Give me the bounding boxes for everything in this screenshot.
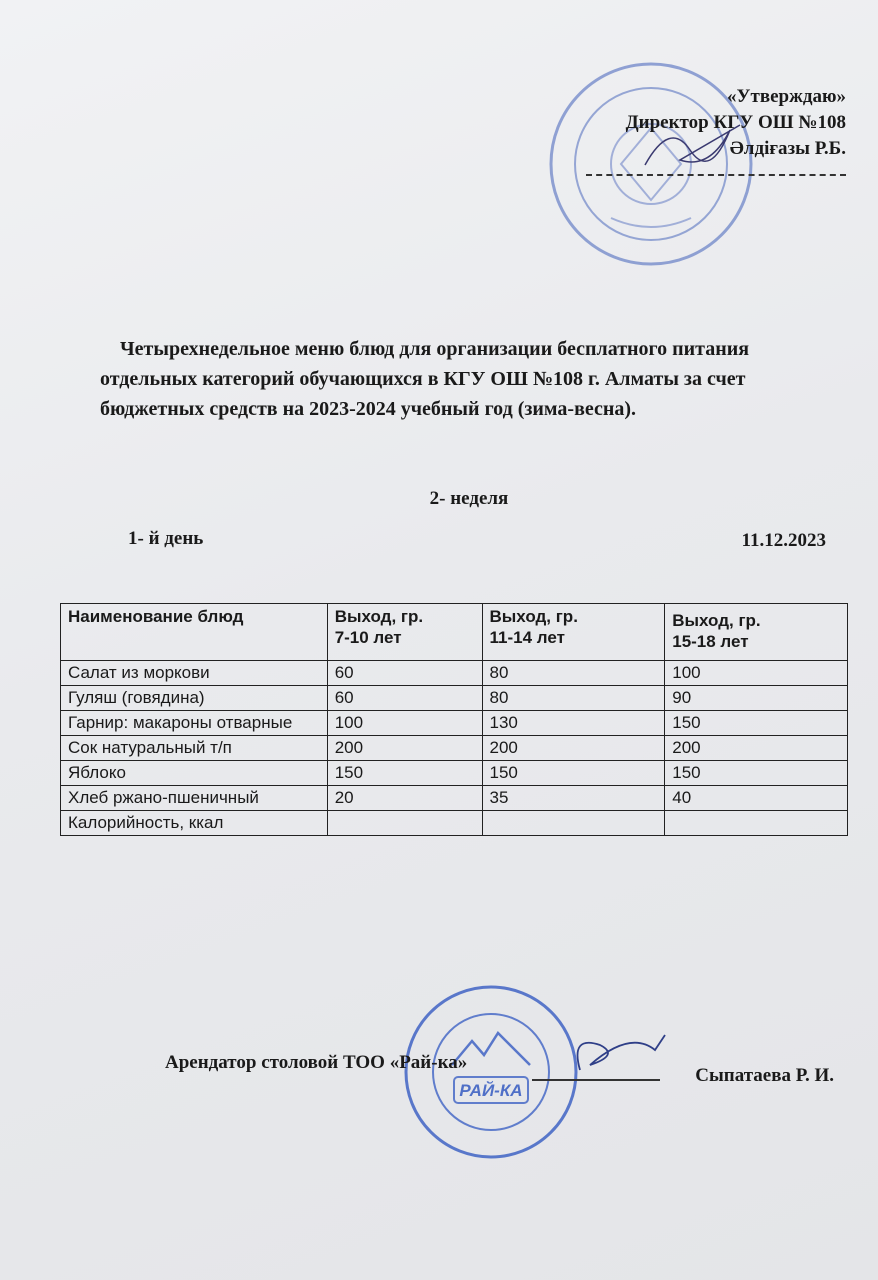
- table-row: [61, 761, 848, 786]
- header-age-7-10: [327, 604, 482, 661]
- portion-11-14: [482, 811, 665, 836]
- table-row: [61, 811, 848, 836]
- header-age: 7-10 лет: [334, 628, 402, 647]
- week-label: 2- неделя: [429, 488, 509, 509]
- title-line-3: бюджетных средств на 2023-2024 учебный год (зима-весна).: [100, 398, 637, 420]
- table-row: [61, 686, 848, 711]
- tenant-label: Арендатор столовой ТОО «Рай-ка»: [165, 1052, 468, 1073]
- portion-11-14: 80: [482, 686, 665, 711]
- portion-7-10: 150: [327, 761, 482, 786]
- dish-name: Гарнир: макароны отварные: [61, 711, 328, 736]
- portion-11-14: 130: [482, 711, 665, 736]
- header-age-15-18: [665, 604, 848, 661]
- portion-15-18: 150: [665, 711, 848, 736]
- table-row: [61, 711, 848, 736]
- header-label: Выход, гр.: [672, 611, 761, 630]
- approval-director-name: Әлдіғазы Р.Б.: [729, 138, 846, 159]
- portion-15-18: 100: [665, 661, 848, 686]
- title-line-2: отдельных категорий обучающихся в КГУ ОШ №108 г. Алматы за счет: [100, 368, 746, 390]
- dish-name: Салат из моркови: [61, 661, 328, 686]
- header-age: 15-18 лет: [672, 632, 749, 651]
- portion-11-14: 150: [482, 761, 665, 786]
- header-label: Выход, гр.: [489, 607, 578, 626]
- portion-7-10: 60: [327, 661, 482, 686]
- portion-15-18: 40: [665, 786, 848, 811]
- dish-name: Гуляш (говядина): [61, 686, 328, 711]
- approval-signature-line: [586, 162, 846, 176]
- header-age-11-14: [482, 604, 665, 661]
- tenant-signature: [560, 1025, 670, 1085]
- table-row: [61, 786, 848, 811]
- dish-name: Хлеб ржано-пшеничный: [61, 786, 328, 811]
- table-row: [61, 736, 848, 761]
- menu-date: 11.12.2023: [741, 530, 826, 551]
- portion-15-18: 90: [665, 686, 848, 711]
- day-label: 1- й день: [128, 528, 204, 549]
- portion-15-18: 150: [665, 761, 848, 786]
- header-dish-label: Наименование блюд: [68, 607, 244, 626]
- portion-11-14: 80: [482, 661, 665, 686]
- header-age: 11-14 лет: [489, 628, 565, 647]
- header-dish-name: [61, 604, 328, 661]
- portion-15-18: [665, 811, 848, 836]
- title-line-1: Четырехнедельное меню блюд для организации бесплатного питания: [120, 338, 750, 360]
- table-header-row: [61, 604, 848, 661]
- portion-7-10: 20: [327, 786, 482, 811]
- dish-name: Сок натуральный т/п: [61, 736, 328, 761]
- approval-block: [586, 84, 846, 176]
- dish-name: Калорийность, ккал: [61, 811, 328, 836]
- portion-11-14: 35: [482, 786, 665, 811]
- portion-7-10: [327, 811, 482, 836]
- approval-heading: «Утверждаю»: [727, 86, 846, 107]
- approval-position: Директор КГУ ОШ №108: [625, 112, 846, 133]
- header-label: Выход, гр.: [334, 607, 424, 626]
- tenant-name: Сыпатаева Р. И.: [695, 1065, 834, 1086]
- company-seal-logo-text: РАЙ-КА: [459, 1081, 523, 1100]
- portion-7-10: 200: [327, 736, 482, 761]
- dish-name: Яблоко: [61, 761, 328, 786]
- menu-table: [60, 603, 848, 836]
- document-title: [100, 334, 840, 424]
- portion-7-10: 100: [327, 711, 482, 736]
- portion-7-10: 60: [327, 686, 482, 711]
- table-row: [61, 661, 848, 686]
- tenant-signature-line: [532, 1079, 660, 1081]
- portion-11-14: 200: [482, 736, 665, 761]
- portion-15-18: 200: [665, 736, 848, 761]
